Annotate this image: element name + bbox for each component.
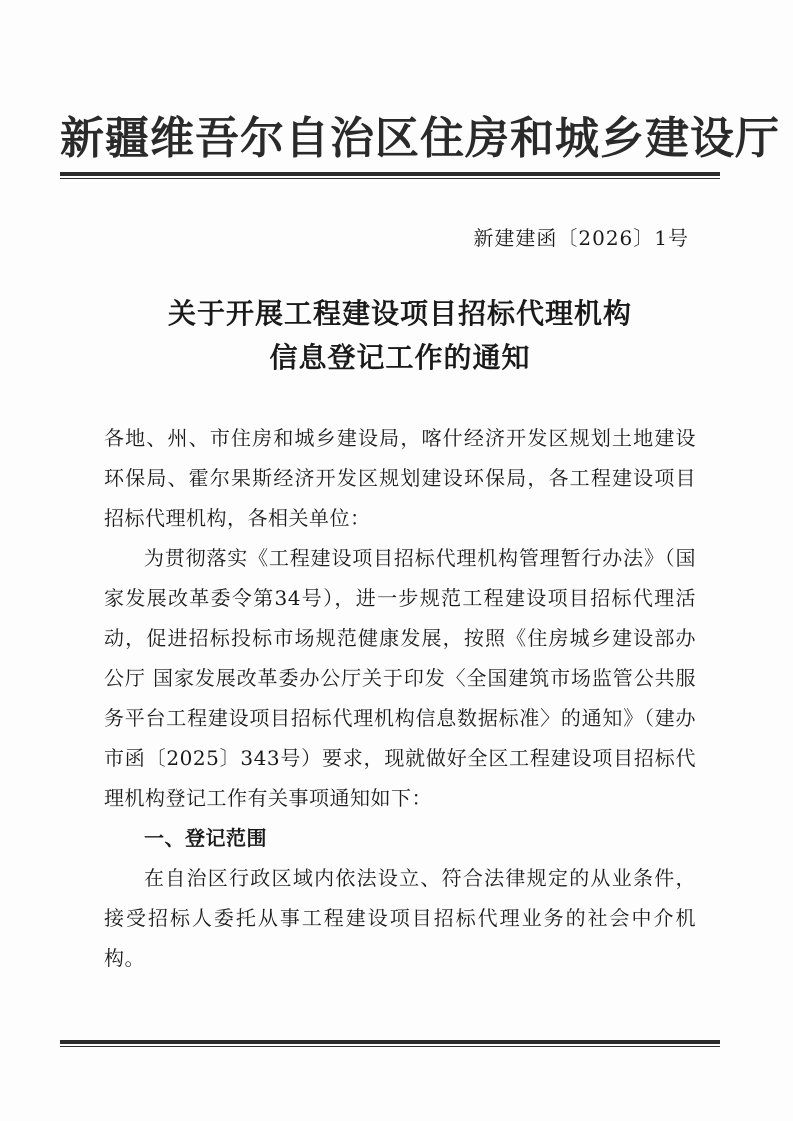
addressees: 各地、州、市住房和城乡建设局，喀什经济开发区规划土地建设环保局、霍尔果斯经济开发区规划建设环保局，各工程建设项目招标代理机构，各相关单位： bbox=[104, 426, 696, 530]
agency-letterhead: 新疆维吾尔自治区住房和城乡建设厅 bbox=[60, 113, 780, 164]
footer-divider-thin-line bbox=[60, 1046, 720, 1047]
divider-thin-line bbox=[60, 178, 720, 179]
section-1-heading: 一、登记范围 bbox=[144, 826, 267, 850]
body-paragraph-1: 为贯彻落实《工程建设项目招标代理机构管理暂行办法》（国家发展改革委令第34号），进一步规范工程建设项目招标代理活动，促进招标投标市场规范健康发展，按照《住房城乡建设部办公厅 国家发展改革委办公厅关于印发〈全国建筑市场监管公共服务平台工程建设项目招标代理机构信息数据标准〉的通知》（建办市函〔2025〕343号）要求，现就做好全区工程建设项目招标代理机构登记工作有关事项通知如下： bbox=[104, 546, 696, 810]
divider-thick-line bbox=[60, 172, 720, 176]
footer-divider bbox=[60, 1040, 720, 1047]
document-title bbox=[60, 292, 740, 380]
footer-divider-thick-line bbox=[60, 1040, 720, 1044]
letterhead-divider bbox=[60, 172, 720, 179]
document-number: 新建建函〔2026〕1号 bbox=[473, 226, 689, 250]
document-body bbox=[104, 418, 696, 978]
document-title-line-1: 关于开展工程建设项目招标代理机构 bbox=[167, 297, 632, 330]
document-title-line-2: 信息登记工作的通知 bbox=[269, 341, 531, 374]
section-1-text: 在自治区行政区域内依法设立、符合法律规定的从业条件，接受招标人委托从事工程建设项目招标代理业务的社会中介机构。 bbox=[104, 866, 696, 970]
